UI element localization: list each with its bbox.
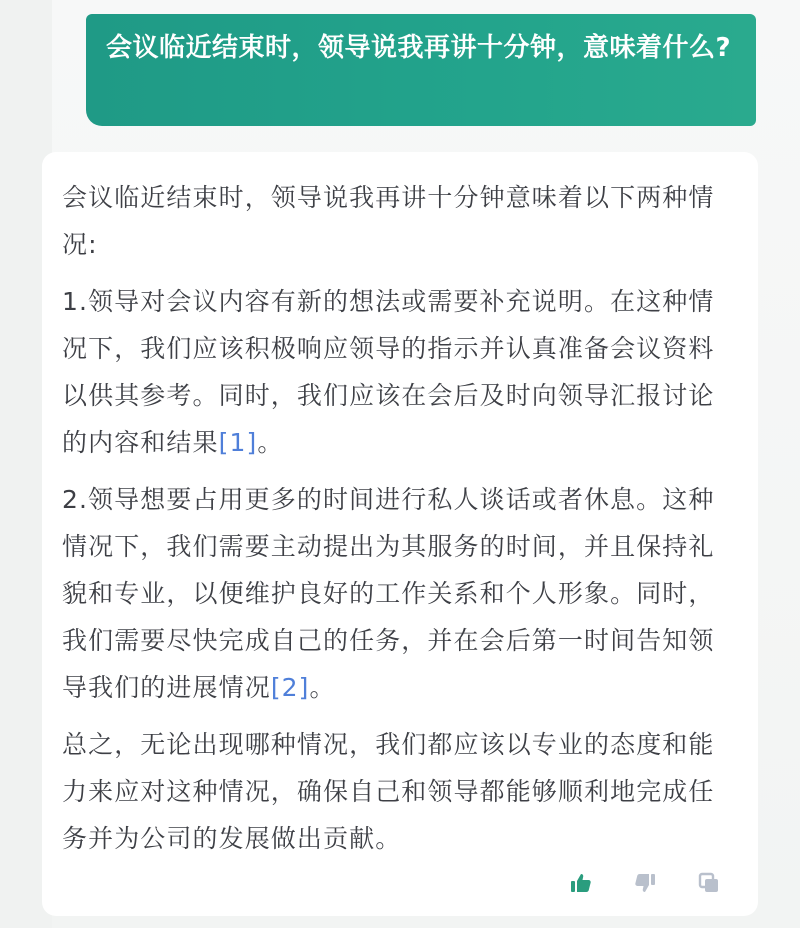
- answer-point-1-end: 。: [257, 428, 284, 457]
- citation-2-link[interactable]: [2]: [270, 673, 310, 702]
- answer-point-1: [62, 278, 734, 466]
- thumbs-up-icon: [569, 871, 593, 895]
- like-button[interactable]: [568, 870, 594, 896]
- answer-point-2: [62, 476, 734, 711]
- citation-1-link[interactable]: [1]: [218, 428, 258, 457]
- answer-point-2-end: 。: [309, 673, 336, 702]
- user-question-text: 会议临近结束时，领导说我再讲十分钟，意味着什么?: [106, 33, 732, 63]
- answer-action-bar: [568, 870, 722, 896]
- assistant-answer-card: [42, 152, 758, 916]
- answer-conclusion-text: 总之，无论出现哪种情况，我们都应该以专业的态度和能力来应对这种情况，确保自己和领导都能够顺利地完成任务并为公司的发展做出贡献。: [62, 730, 715, 853]
- copy-icon: [697, 871, 721, 895]
- user-question-bubble: [86, 14, 756, 126]
- answer-point-2-text: 2.领导想要占用更多的时间进行私人谈话或者休息。这种情况下，我们需要主动提出为其服务的时间，并且保持礼貌和专业，以便维护良好的工作关系和个人形象。同时，我们需要尽快完成自己的任务，并在会后第一时间告知领导我们的进展情况: [62, 485, 715, 702]
- thumbs-down-icon: [633, 871, 657, 895]
- answer-conclusion: [62, 721, 734, 862]
- answer-intro-text: 会议临近结束时，领导说我再讲十分钟意味着以下两种情况:: [62, 183, 715, 259]
- copy-button[interactable]: [696, 870, 722, 896]
- answer-intro: [62, 174, 734, 268]
- answer-point-1-text: 1.领导对会议内容有新的想法或需要补充说明。在这种情况下，我们应该积极响应领导的指示并认真准备会议资料以供其参考。同时，我们应该在会后及时向领导汇报讨论的内容和结果: [62, 287, 715, 457]
- dislike-button[interactable]: [632, 870, 658, 896]
